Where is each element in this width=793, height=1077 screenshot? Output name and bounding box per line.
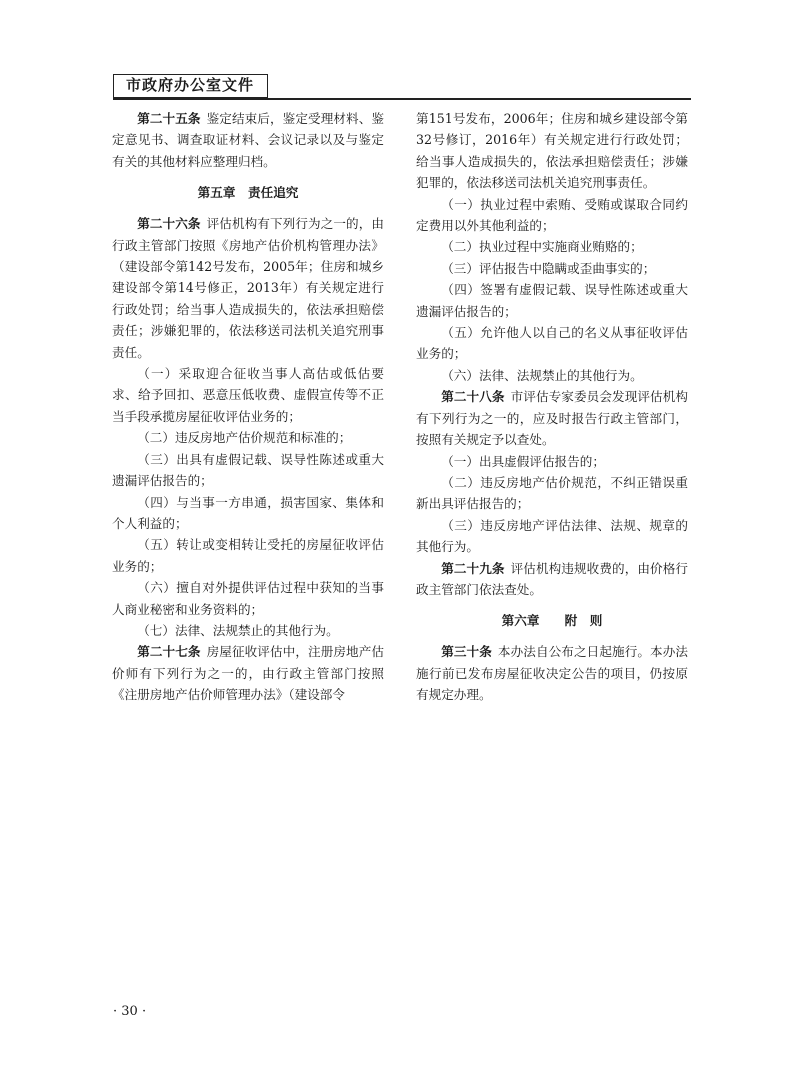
article-label: 第三十条	[441, 644, 492, 660]
article-label: 第二十六条	[137, 216, 201, 232]
list-item: （三）违反房地产评估法律、法规、规章的其他行为。	[416, 517, 688, 555]
list-item: （六）擅自对外提供评估过程中获知的当事人商业秘密和业务资料的；	[112, 580, 384, 617]
article-label: 第二十五条	[137, 111, 201, 126]
article-text: 鉴定结束后，鉴定受理材料、鉴定意见书、调查取证材料、会议记录以及与鉴定有关的其他材料应整理归档。	[112, 111, 385, 169]
article-29	[416, 558, 688, 601]
article-28	[416, 386, 688, 450]
list-item: （一）出具虚假评估报告的；	[441, 453, 605, 469]
list-item: （一）采取迎合征收当事人高估或低估要求、给予回扣、恶意压低收费、虚假宣传等不正当手段承揽房屋征收评估业务的；	[112, 366, 384, 424]
running-header: 市政府办公室文件	[113, 74, 268, 98]
header-rule	[113, 98, 691, 100]
list-item: （四）与当事一方串通，损害国家、集体和个人利益的；	[112, 494, 384, 531]
list-item: （三）出具有虚假记载、误导性陈述或重大遗漏评估报告的；	[112, 451, 384, 489]
list-item: （二）执业过程中实施商业贿赂的；	[441, 239, 643, 255]
article-label: 第二十七条	[137, 644, 201, 660]
chapter-heading: 第六章 附 则	[501, 613, 603, 629]
list-item: （七）法律、法规禁止的其他行为。	[137, 622, 339, 638]
article-label: 第二十八条	[441, 389, 505, 405]
list-item: （三）评估报告中隐瞒或歪曲事实的；	[441, 260, 656, 276]
list-item: （二）违反房地产估价规范和标准的；	[137, 430, 352, 446]
list-item: （六）法律、法规禁止的其他行为。	[441, 367, 643, 383]
chapter-heading: 第五章 责任追究	[197, 185, 299, 201]
list-item: （四）签署有虚假记载、误导性陈述或重大遗漏评估报告的；	[416, 282, 688, 319]
list-item: （一）执业过程中索贿、受贿或谋取合同约定费用以外其他利益的；	[416, 196, 688, 234]
article-27-continued: 第151号发布，2006年；住房和城乡建设部令第32号修订，2016年）有关规定进行行政处罚；给当事人造成损失的，依法承担赔偿责任；涉嫌犯罪的，依法移送司法机关追究刑事责任。	[416, 111, 688, 191]
page-number: · 30 ·	[113, 1004, 147, 1019]
list-item: （五）转让或变相转让受托的房屋征收评估业务的；	[112, 537, 384, 574]
article-27	[112, 641, 384, 705]
article-30	[416, 641, 688, 705]
article-label: 第二十九条	[441, 560, 505, 576]
list-item: （五）允许他人以自己的名义从事征收评估业务的；	[416, 325, 688, 362]
list-item: （二）违反房地产估价规范，不纠正错误重新出具评估报告的；	[416, 474, 688, 512]
left-column	[112, 108, 384, 706]
article-26	[112, 213, 384, 363]
article-text: 市评估专家委员会发现评估机构有下列行为之一的，应及时报告行政主管部门，按照有关规定予以查处。	[416, 389, 689, 448]
article-25	[112, 108, 384, 172]
article-text: 房屋征收评估中，注册房地产估价师有下列行为之一的，由行政主管部门按照《注册房地产估价师管理办法》（建设部令	[112, 644, 385, 703]
right-column	[416, 108, 688, 706]
article-text: 评估机构有下列行为之一的，由行政主管部门按照《房地产估价机构管理办法》（建设部令第142号发布，2005年；住房和城乡建设部令第14号修正，2013年）有关规定进行行政处罚；给当事人造成损失的，依法承担赔偿责任；涉嫌犯罪的，依法移送司法机关追究刑事责任。	[112, 216, 385, 360]
article-text: 评估机构违规收费的，由价格行政主管部门依法查处。	[416, 560, 689, 597]
article-text: 本办法自公布之日起施行。本办法施行前已发布房屋征收决定公告的项目，仍按原有规定办理。	[416, 644, 689, 703]
